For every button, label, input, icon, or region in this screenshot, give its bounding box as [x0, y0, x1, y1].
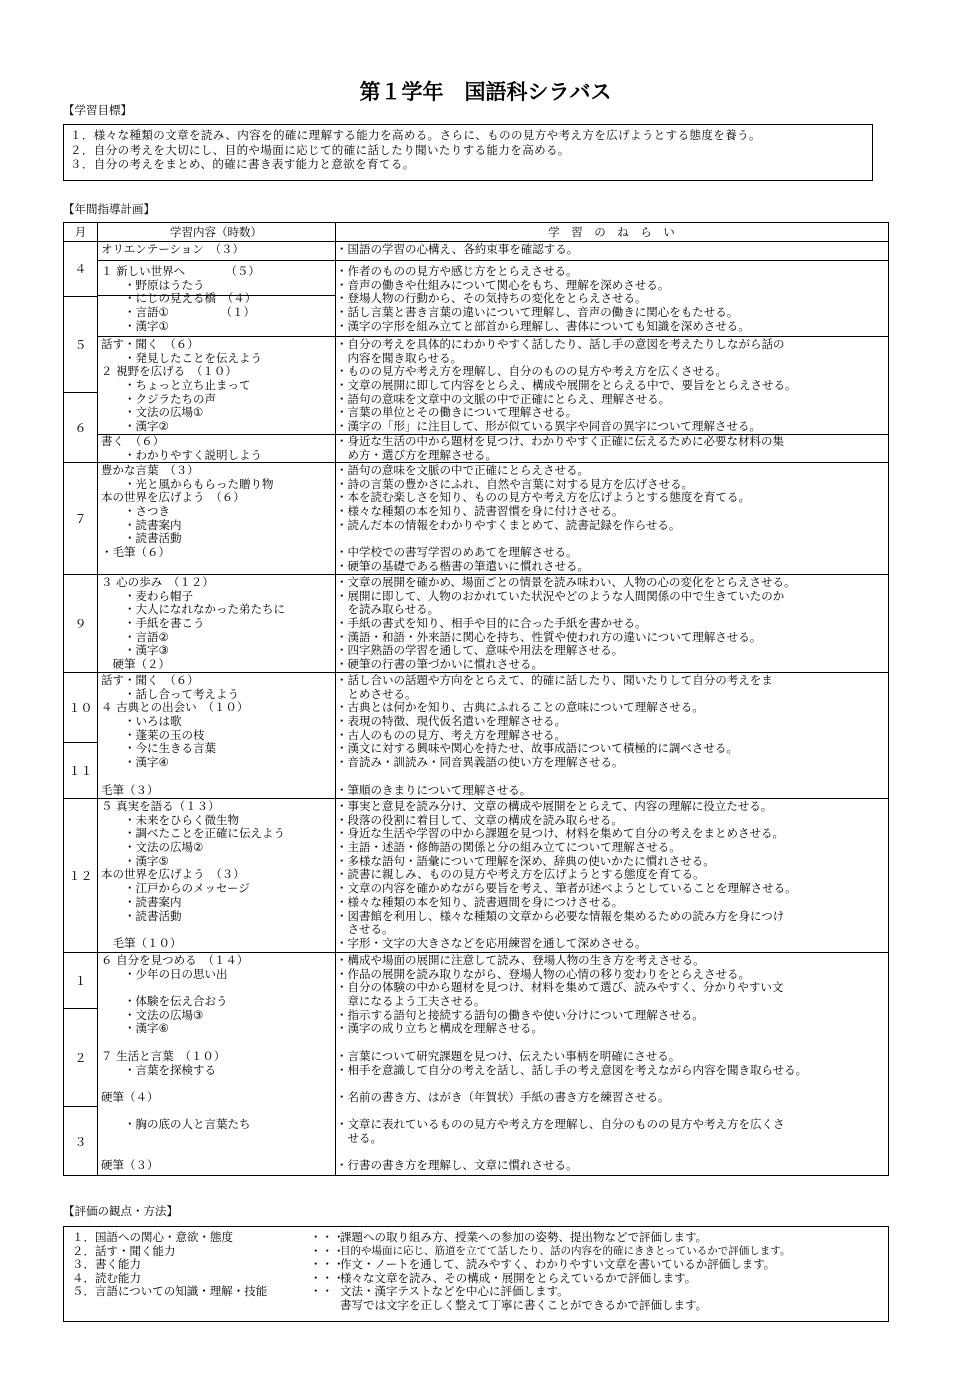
evaluation-row: [72, 1272, 880, 1286]
content-line: 本の世界を広げよう （３）: [101, 867, 245, 882]
evaluation-value: 書写では文字を正しく整えて丁寧に書くことができるかで評価します。: [340, 1297, 708, 1312]
aim-line: ・自分の考えを具体的にわかりやすく話したり、話し手の意図を考えたりしながら話の: [336, 337, 785, 351]
content-line: [101, 1105, 333, 1119]
evaluation-row: [72, 1299, 880, 1313]
evaluation-key: ２．話す・聞く能力: [72, 1243, 176, 1258]
content-line: ・読書案内: [101, 517, 182, 532]
plan-row: [97, 261, 888, 337]
content-line: ・言語① （１）: [101, 305, 256, 320]
aim-line: ・話し言葉と書き言葉の違いについて理解し、音声の働きに関心をもたせる。: [336, 305, 739, 320]
evaluation-key: ５．言語についての知識・理解・技能: [72, 1284, 268, 1299]
content-line: 話す・聞く （６）: [101, 673, 199, 687]
evaluation-label: 【評価の観点・方法】: [63, 1204, 178, 1218]
aim-line: ・ものの見方や考え方を理解し、自分のものの見方や考え方を広くさせる。: [336, 364, 727, 379]
plan-row: [97, 463, 888, 575]
evaluation-row: [72, 1231, 880, 1245]
content-line: [101, 1146, 333, 1160]
month-cell: ２: [64, 1009, 97, 1107]
aim-line: [336, 1036, 884, 1050]
aim-line: ・音読み・訓読み・同音異義語の使い方を理解させる。: [336, 755, 624, 770]
content-line: ・クジラたちの声: [101, 391, 216, 406]
aim-line: ・指示する語句と接続する語句の働きや使い分けについて理解させる。: [336, 1007, 704, 1022]
evaluation-dots: ・・: [310, 1284, 333, 1299]
aim-line: ・主語・述語・修飾語の関係と分の組み立てについて理解させる。: [336, 840, 681, 855]
content-line: ・漢字②: [101, 419, 169, 434]
content-line: １ 新しい世界へ （５）: [101, 264, 260, 278]
content-line: ・漢字④: [101, 755, 169, 770]
aim-line: ・図書館を利用し、様々な種類の文章から必要な情報を集めるための読み方を身につけ: [336, 908, 785, 923]
aim-line: ・事実と意見を読み分け、文章の構成や展開をとらえて、内容の理解に役立たせる。: [336, 799, 773, 813]
content-line: オリエンテーション （３）: [101, 242, 245, 256]
content-line: [101, 560, 333, 574]
aim-line: ・漢字の字形を組み立てと部首から理解し、書体についても知識を深めさせる。: [336, 318, 750, 333]
aim-line: ・言葉について研究課題を見つけ、伝えたい事柄を明確にさせる。: [336, 1048, 681, 1063]
aim-line: ・文章に表れているものの見方や考え方を理解し、自分のものの見方や考え方を広くさ: [336, 1117, 785, 1132]
evaluation-key: ３．書く能力: [72, 1257, 141, 1272]
aim-line: ・本を読む楽しさを知り、ものの見方や考え方を広げようとする態度を育てる。: [336, 490, 750, 505]
aim-line: ・手紙の書式を知り、相手や目的に合った手紙を書かせる。: [336, 616, 647, 631]
aim-line: [336, 1105, 884, 1119]
content-line: ・読書活動: [101, 531, 182, 546]
content-line: ・文法の広場②: [101, 840, 204, 855]
aim-line: ・音声の働きや仕組みについて関心をもち、理解を深めさせる。: [336, 277, 670, 292]
month-cell: ７: [64, 463, 97, 575]
aim-line: [336, 1146, 884, 1160]
aim-line: ・作品の展開を読み取りながら、登場人物の心情の移り変わりをとらえさせる。: [336, 966, 750, 981]
content-line: [101, 770, 333, 784]
aim-line: ・文章の内容を確かめながら要旨を考え、筆者が述べようとしていることを理解させる。: [336, 881, 797, 896]
aim-line: ・相手を意識して自分の考えを話し、話し手の考え意図を考えながら内容を聞き取らせる。: [336, 1062, 808, 1077]
aim-line: ・語句の意味を文脈の中で正確にとらえさせる。: [336, 463, 589, 477]
aim-line: させる。: [336, 922, 394, 937]
goal-item: ２．自分の考えを大切にし、目的や場面に応じて的確に話したり聞いたりする能力を高める。: [70, 142, 570, 157]
evaluation-dots: ・・・: [310, 1230, 345, 1244]
content-line: ３ 心の歩み （１２）: [101, 575, 214, 589]
content-line: ・さつき: [101, 504, 170, 519]
content-line: [101, 981, 333, 995]
aim-line: 章になるよう工夫させる。: [336, 994, 486, 1009]
evaluation-row: [72, 1285, 880, 1299]
month-cell: ９: [64, 575, 97, 673]
aim-line: ・段落の役割に着目して、文章の構成を読み取らせる。: [336, 812, 623, 827]
content-line: ・光と風からもらった贈り物: [101, 476, 274, 491]
aim-line: ・四字熟語の学習を通して、意味や用法を理解させる。: [336, 643, 624, 658]
content-line: ・手紙を書こう: [101, 616, 205, 631]
aim-line: ・行書の書き方を理解し、文章に慣れさせる。: [336, 1158, 578, 1173]
content-line: ・わかりやすく説明しよう: [101, 447, 262, 462]
plan-row: [97, 673, 888, 799]
evaluation-value: 文法・漢字テストなどを中心に評価します。: [340, 1284, 569, 1299]
content-line: ・毛筆（６）: [101, 545, 170, 560]
content-line: ・江戸からのメッセージ: [101, 881, 250, 896]
evaluation-dots: ・・・: [310, 1243, 345, 1258]
header-month: 月: [64, 223, 97, 242]
content-line: 硬筆（３）: [101, 1158, 159, 1173]
plan-row: [97, 241, 888, 261]
content-line: ・漢字①: [101, 318, 169, 333]
evaluation-dots: ・・・: [310, 1257, 345, 1272]
aim-line: [336, 770, 884, 784]
month-cell: １０: [64, 673, 97, 743]
content-line: ２ 視野を広げる （１０）: [101, 364, 237, 379]
plan-row: [97, 575, 888, 673]
month-cell: ４: [64, 241, 97, 297]
evaluation-value: 作文・ノートを通して、読みやすく、わかりやすい文章を書いているか評価します。: [340, 1257, 776, 1272]
plan-row: [97, 953, 888, 1175]
content-line: ・発見したことを伝えよう: [101, 350, 262, 365]
goals-box: [63, 124, 873, 181]
page-title: 第１学年 国語科シラバス: [359, 79, 612, 104]
plan-row: [97, 337, 888, 435]
content-line: ・大人になれなかった弟たちに: [101, 602, 285, 617]
evaluation-key: ４．読む能力: [72, 1270, 141, 1285]
content-line: ・文法の広場③: [101, 1007, 204, 1022]
aim-line: せる。: [336, 1130, 382, 1145]
aim-line: [336, 532, 884, 546]
aim-line: ・読んだ本の情報をわかりやすくまとめて、読書記録を作らせる。: [336, 517, 681, 532]
evaluation-value: 目的や場面に応じ、筋道を立てて話したり、話の内容を的確にききとっているかで評価します。: [340, 1244, 791, 1257]
aim-line: ・作者のものの見方や感じ方をとらえさせる。: [336, 264, 578, 278]
content-line: ４ 古典との出会い （１０）: [101, 700, 249, 715]
content-line: ・読書案内: [101, 894, 182, 909]
month-cell: ５: [64, 297, 97, 393]
aim-line: め方・選び方を理解させる。: [336, 447, 497, 462]
aim-line: ・名前の書き方、はがき（年賀状）手紙の書き方を練習させる。: [336, 1089, 670, 1104]
content-line: ・体験を伝え合おう: [101, 994, 228, 1009]
content-line: ・漢字⑥: [101, 1021, 169, 1036]
aim-line: ・様々な種類の本を知り、読書習慣を身に付けさせる。: [336, 504, 624, 519]
content-line: [101, 1077, 333, 1091]
aim-line: ・国語の学習の心構え、各約束事を確認する。: [336, 242, 579, 256]
month-cell: １１: [64, 743, 97, 799]
aim-line: ・筆順のきまりについて理解させる。: [336, 782, 532, 797]
aim-line: ・字形・文字の大きさなどを応用練習を通して深めさせる。: [336, 935, 647, 950]
content-line: ５ 真実を語る（１３）: [101, 799, 220, 813]
aim-line: ・言葉の単位とその働きについて理解させる。: [336, 405, 578, 420]
aim-line: ・文章の展開に即して内容をとらえ、構成や展開をとらえる中で、要旨をとらえさせる。: [336, 378, 797, 393]
content-line: 硬筆（２）: [101, 657, 170, 672]
aim-line: を読み取らせる。: [336, 602, 440, 617]
content-line: ・言語②: [101, 629, 169, 644]
content-line: 話す・聞く （６）: [101, 337, 199, 351]
aim-line: ・漢字の「形」に注目して、形が似ている異字や同音の異字について理解させる。: [336, 419, 762, 434]
plan-row: [97, 799, 888, 953]
goal-item: １．様々な種類の文章を読み、内容を的確に理解する能力を高める。さらに、ものの見方や考え方を広げようとする態度を養う。: [70, 128, 761, 142]
content-line: ・漢字③: [101, 643, 169, 658]
aim-line: ・古人のものの見方、考え方を理解させる。: [336, 727, 566, 742]
content-line: ・調べたことを正確に伝えよう: [101, 826, 285, 841]
month-cell: ３: [74, 1134, 87, 1149]
content-line: 豊かな言葉 （３）: [101, 463, 199, 477]
content-line: ・言葉を探検する: [101, 1062, 216, 1077]
content-line: ・蓬莱の玉の枝: [101, 727, 205, 742]
header-content: 学習内容（時数）: [97, 223, 335, 242]
evaluation-key: １．国語への関心・意欲・態度: [72, 1230, 233, 1244]
content-line: ・にじの見える橋 （４）: [101, 291, 257, 306]
content-line: [101, 1132, 333, 1146]
aim-line: ・硬筆の基礎である楷書の筆遣いに慣れさせる。: [336, 558, 589, 573]
aim-line: ・展開に即して、人物のおかれていた状況やどのような人間関係の中で生きていたのか: [336, 588, 785, 603]
aim-line: ・詩の言葉の豊かさにふれ、自然や言葉に対する見方を広げさせる。: [336, 476, 694, 491]
aim-line: [336, 1077, 884, 1091]
aim-line: ・漢字の成り立ちと構成を理解させる。: [336, 1021, 543, 1036]
aim-line: ・自分の体験の中から題材を見つけ、材料を集めて選び、読みやすく、分かりやすい文: [336, 980, 784, 995]
content-line: ７ 生活と言葉 （１０）: [101, 1048, 226, 1063]
content-line: ・話し合って考えよう: [101, 686, 239, 701]
plan-row: [97, 435, 888, 463]
month-cell: １: [64, 953, 97, 1009]
aim-line: ・身近な生活や学習の中から課題を見つけ、材料を集めて自分の考えをまとめさせる。: [336, 826, 785, 841]
content-line: ・いろは歌: [101, 714, 182, 729]
content-line: 書く （６）: [101, 434, 165, 448]
annual-plan-table: [63, 222, 889, 1176]
aim-line: とめさせる。: [336, 686, 417, 701]
aim-line: 内容を聞き取らせる。: [336, 350, 463, 365]
content-line: 硬筆（４）: [101, 1089, 159, 1104]
aim-line: ・表現の特徴、現代仮名遣いを理解させる。: [336, 714, 566, 729]
content-line: ・麦わら帽子: [101, 588, 193, 603]
plan-label: 【年間指導計画】: [63, 202, 155, 216]
content-line: ・今に生きる言葉: [101, 741, 216, 756]
content-line: ・胸の底の人と言葉たち: [101, 1117, 251, 1132]
aim-line: ・古典とは何かを知り、古典にふれることの意味について理解させる。: [336, 700, 704, 715]
aim-line: ・漢語・和語・外来語に関心を持ち、性質や使われ方の違いについて理解させる。: [336, 629, 762, 644]
aim-line: ・様々な種類の本を知り、読書週間を身につけさせる。: [336, 894, 624, 909]
content-line: ・野原はうたう: [101, 277, 205, 292]
content-line: [101, 1036, 333, 1050]
evaluation-dots: ・・・: [310, 1270, 345, 1285]
content-line: ・少年の日の思い出: [101, 966, 228, 981]
aim-line: ・多様な語句・語彙について理解を深め、辞典の使いかたに慣れさせる。: [336, 853, 715, 868]
aim-line: ・登場人物の行動から、その気持ちの変化をとらえさせる。: [336, 291, 647, 306]
aim-line: ・語句の意味を文章中の文脈の中で正確にとらえ、理解させる。: [336, 391, 671, 406]
month-cell: １２: [64, 799, 97, 953]
goals-label: 【学習目標】: [63, 103, 132, 117]
aim-line: ・漢文に対する興味や関心を持たせ、故事成語について積極的に調べさせる。: [336, 741, 738, 756]
content-line: ・漢字⑤: [101, 853, 169, 868]
evaluation-value: 様々な文章を読み、その構成・展開をとらえているかで評価します。: [340, 1270, 697, 1285]
evaluation-value: 課題への取り組み方、授業への参加の姿勢、提出物などで評価します。: [340, 1230, 708, 1244]
content-line: 毛筆（３）: [101, 782, 159, 797]
aim-line: ・中学校での書写学習のめあてを理解させる。: [336, 545, 578, 560]
aim-line: ・硬筆の行書の筆づかいに慣れさせる。: [336, 657, 543, 672]
content-line: ・未来をひらく微生物: [101, 812, 239, 827]
content-line: ・ちょっと立ち止まって: [101, 378, 251, 393]
aim-line: ・構成や場面の展開に注意して読み、登場人物の生き方を考えさせる。: [336, 953, 705, 967]
evaluation-row: [72, 1258, 880, 1272]
content-line: ６ 自分を見つめる （１４）: [101, 953, 249, 967]
aim-line: ・読書に親しみ、ものの見方や考え方を広げようとする態度を育てる。: [336, 867, 705, 882]
content-line: 毛筆（１０）: [101, 935, 182, 950]
aim-line: ・身近な生活の中から題材を見つけ、わかりやすく正確に伝えるために必要な材料の集: [336, 434, 785, 448]
content-line: ・読書活動: [101, 908, 182, 923]
header-aim: 学 習 の ね ら い: [335, 223, 888, 242]
content-line: ・文法の広場①: [101, 405, 204, 420]
evaluation-box: [63, 1226, 889, 1322]
content-line: [101, 923, 333, 937]
content-line: 本の世界を広げよう （６）: [101, 490, 245, 505]
month-cell: ６: [64, 393, 97, 463]
goal-item: ３．自分の考えをまとめ、的確に書き表す能力と意欲を育てる。: [70, 157, 415, 171]
evaluation-row: [72, 1245, 880, 1259]
aim-line: ・文章の展開を確かめ、場面ごとの情景を読み味わい、人物の心の変化をとらえさせる。: [336, 575, 796, 589]
aim-line: ・話し合いの話題や方向をとらえて、的確に話したり、聞いたりして自分の考えをま: [336, 673, 773, 687]
